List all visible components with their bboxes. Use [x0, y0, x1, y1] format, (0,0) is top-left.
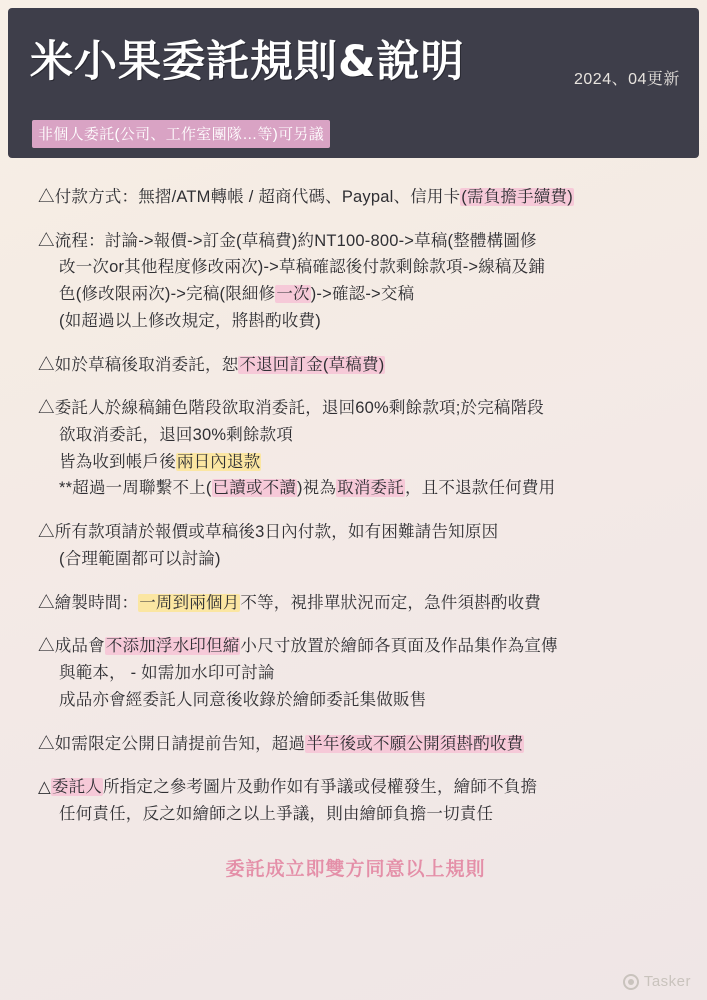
rule-highlight: 不退回訂金(草稿費): [239, 355, 385, 374]
rule-line: [38, 281, 673, 308]
rule-line: [38, 687, 673, 714]
rule-highlight: 不添加浮水印但縮: [105, 637, 240, 656]
document-header: [8, 8, 699, 158]
rule-text: 皆為收到帳戶後: [59, 452, 176, 471]
rule-text: △如於草稿後取消委託，恕: [38, 355, 239, 374]
rule-refund: [38, 395, 673, 502]
rule-highlight: 一周到兩個月: [139, 593, 240, 612]
rule-duration: [38, 590, 673, 617]
rule-cancel-after-draft: [38, 352, 673, 379]
rules-list: [8, 158, 699, 881]
rule-text: (如超過以上修改規定，將斟酌收費): [59, 311, 321, 330]
rule-text: 與範本， - 如需加水印可討論: [59, 664, 275, 683]
rule-text: 成品亦會經委託人同意後收錄於繪師委託集做販售: [59, 690, 427, 709]
rule-text: 欲取消委託，退回30%剩餘款項: [59, 426, 294, 445]
rule-highlight: 已讀或不讀: [212, 479, 297, 498]
rule-line: [38, 308, 673, 335]
rule-payment-deadline: [38, 519, 673, 572]
rule-text: **超過一周聯繫不上(: [59, 479, 212, 498]
rule-text: △成品會: [38, 637, 105, 656]
rule-line: [38, 523, 498, 541]
rule-text: (合理範圍都可以討論): [59, 549, 221, 568]
rule-line: [38, 660, 673, 687]
rule-text: ，且不退款任何費用: [404, 479, 556, 498]
page-title: 米小果委託規則&說明: [30, 37, 465, 87]
rule-text: 小尺寸放置於繪師各頁面及作品集作為宣傳: [240, 637, 558, 656]
rule-line: [38, 594, 541, 612]
rule-text: △如需限定公開日請提前告知，超過: [38, 734, 306, 753]
rule-highlight: 半年後或不願公開須斟酌收費: [306, 734, 524, 753]
rule-line: [38, 356, 385, 374]
rule-line: [38, 637, 558, 655]
rule-public-date: [38, 731, 673, 758]
rule-text: 改一次or其他程度修改兩次)->草稿確認後付款剩餘款項->線稿及鋪: [59, 258, 546, 277]
rule-text: △付款方式：無摺/ATM轉帳 / 超商代碼、Paypal、信用卡: [38, 188, 461, 206]
rule-highlight: 一次: [276, 285, 310, 304]
rule-line: [38, 449, 673, 476]
rule-line: [38, 735, 524, 753]
rule-text: 不等，視排單狀況而定，急件須斟酌收費: [240, 593, 542, 612]
rule-text: △流程：討論->報價->訂金(草稿費)約NT100-800->草稿(整體構圖修: [38, 231, 537, 250]
non-personal-commission-note: 非個人委託(公司、工作室團隊…等)可另議: [32, 120, 330, 148]
update-date: 2024、04更新: [574, 71, 680, 88]
rule-highlight: 委託人: [51, 778, 102, 797]
rule-highlight: (需負擔手續費): [461, 188, 573, 206]
rule-line: [38, 422, 673, 449]
rule-line: [38, 232, 537, 250]
rule-copyright: [38, 774, 673, 827]
watermark-label: Tasker: [643, 973, 691, 990]
rule-line: [38, 188, 574, 206]
tasker-icon: [623, 974, 639, 990]
rule-highlight: 取消委託: [337, 479, 404, 498]
rule-text: △委託人於線稿鋪色階段欲取消委託，退回60%剩餘款項;於完稿階段: [38, 399, 545, 418]
rule-line: [38, 801, 673, 828]
rule-text: 色(修改限兩次)->完稿(限細修: [59, 285, 276, 304]
rule-watermark-policy: [38, 633, 673, 713]
rule-text: △: [38, 778, 51, 797]
rule-line: [38, 254, 673, 281]
rule-process: [38, 228, 673, 335]
watermark: [623, 973, 691, 990]
rule-text: △所有款項請於報價或草稿後3日內付款，如有困難請告知原因: [38, 523, 499, 542]
rule-text: △繪製時間：: [38, 593, 139, 612]
rule-text: 任何責任，反之如繪師之以上爭議，則由繪師負擔一切責任: [59, 804, 494, 823]
rule-line: [38, 475, 673, 502]
rule-payment: [38, 184, 673, 211]
rule-line: [38, 399, 544, 417]
rule-text: )視為: [297, 479, 337, 498]
agreement-note: 委託成立即雙方同意以上規則: [225, 858, 486, 880]
rule-text: 所指定之參考圖片及動作如有爭議或侵權發生，繪師不負擔: [103, 778, 538, 797]
rule-highlight: 兩日內退款: [176, 452, 261, 471]
rule-line: [38, 778, 537, 796]
rule-line: [38, 546, 673, 573]
rule-text: )->確認->交稿: [310, 285, 415, 304]
